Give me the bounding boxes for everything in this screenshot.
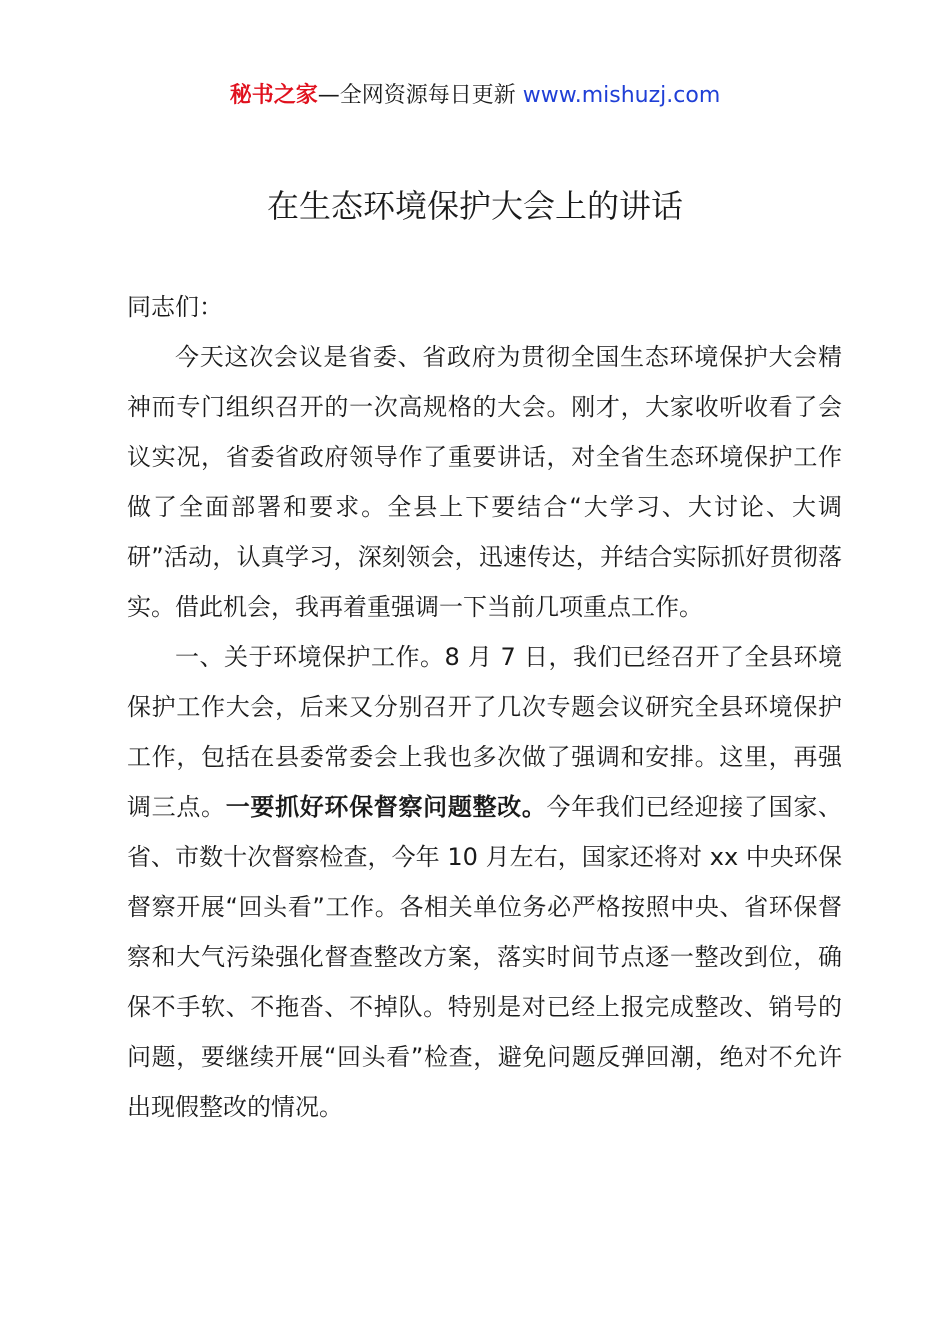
header-brand: 秘书之家 [229, 83, 318, 108]
paragraph-text: 一、关于环境保护工作。8 月 7 日，我们已经召开了全县环境保护工作大会，后来又分别召开了几次专题会议研究全县环境保护工作，包括在县委常委会上我也多次做了强调和安排。这里，再强调三点。 [127, 643, 842, 821]
paragraph-text: 今年我们已经迎接了国家、省、市数十次督察检查，今年 10 月左右，国家还将对 xx 中央环保督察开展“回头看”工作。各相关单位务必严格按照中央、省环保督察和大气污染强化督查整改方案，落实时间节点逐一整改到位，确保不手软、不拖沓、不掉队。特别是对已经上报完成整改、销号的问题，要继续开展“回头看”检查，避免问题反弹回潮，绝对不允许出现假整改的情况。 [127, 793, 843, 1121]
salutation: 同志们： [127, 293, 223, 321]
emphasis-text: 一要抓好环保督察问题整改。 [225, 793, 547, 821]
paragraph-intro: 今天这次会议是省委、省政府为贯彻全国生态环境保护大会精神而专门组织召开的一次高规格的大会。刚才，大家收听收看了会议实况，省委省政府领导作了重要讲话，对全省生态环境保护工作做了全面部署和要求。全县上下要结合“大学习、大讨论、大调研”活动，认真学习，深刻领会，迅速传达，并结合实际抓好贯彻落实。借此机会，我再着重强调一下当前几项重点工作。 [127, 343, 842, 621]
header-url-link[interactable]: www.mishuzj.com [522, 83, 721, 108]
page-header [0, 80, 950, 112]
document-body [127, 282, 842, 1132]
header-slogan: —全网资源每日更新 [317, 83, 516, 108]
paragraph-environment-protection [127, 632, 842, 1132]
document-title: 在生态环境保护大会上的讲话 [266, 187, 683, 225]
